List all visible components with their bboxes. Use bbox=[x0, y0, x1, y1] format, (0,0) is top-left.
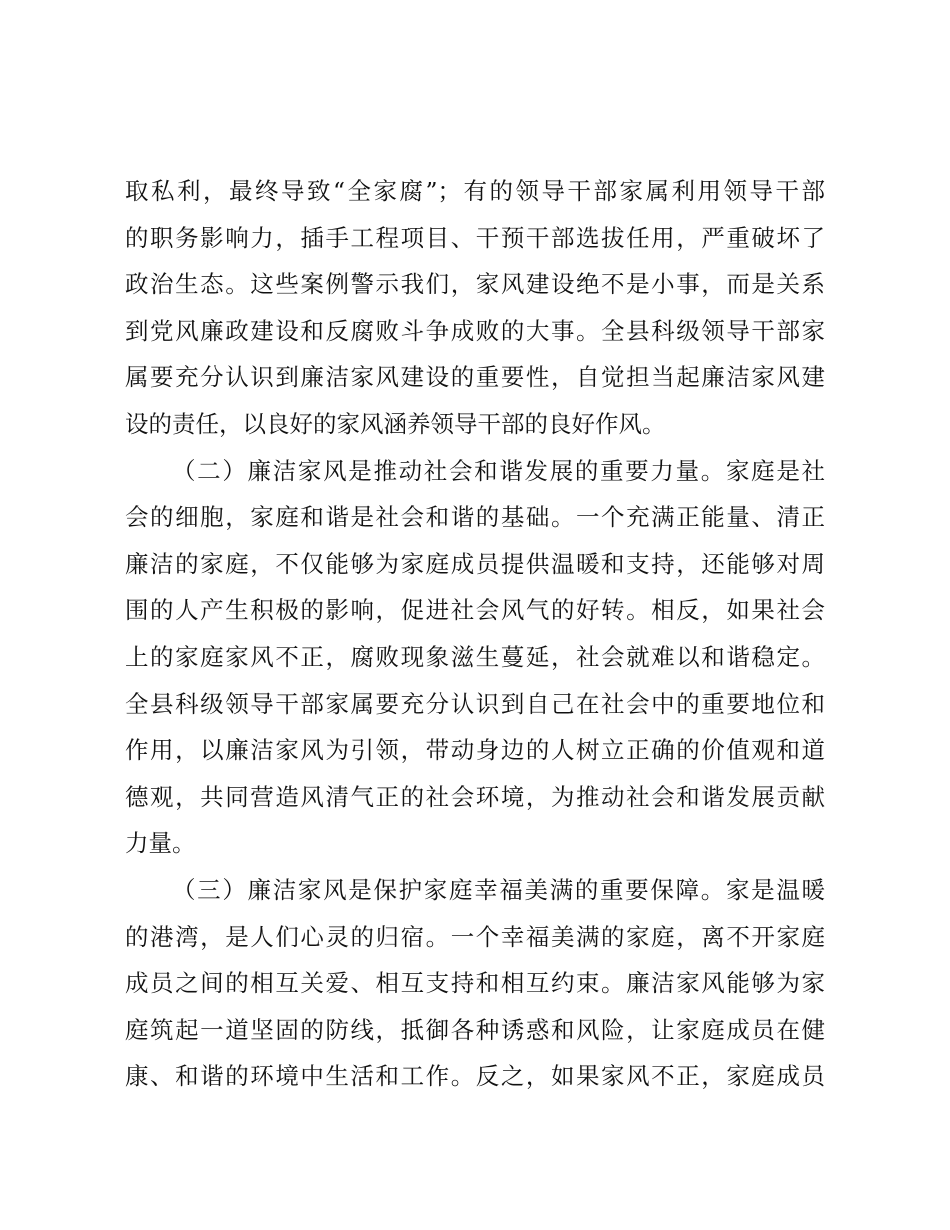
section-heading-line: （三）廉洁家风是保护家庭幸福美满的重要保障。家是温暖 bbox=[172, 875, 825, 904]
text-line: 成员之间的相互关爱、相互支持和相互约束。廉洁家风能够为家 bbox=[125, 969, 825, 998]
text-line: 全县科级领导干部家属要充分认识到自己在社会中的重要地位和 bbox=[125, 689, 825, 718]
text-line: 设的责任，以良好的家风涵养领导干部的良好作风。 bbox=[125, 409, 666, 438]
document-body bbox=[125, 168, 825, 1100]
text-line: 作用，以廉洁家风为引领，带动身边的人树立正确的价值观和道 bbox=[125, 736, 825, 765]
text-line: 围的人产生积极的影响，促进社会风气的好转。相反，如果社会 bbox=[125, 596, 825, 625]
text-line: 属要充分认识到廉洁家风建设的重要性，自觉担当起廉洁家风建 bbox=[125, 363, 825, 392]
text-line: 力量。 bbox=[125, 829, 196, 858]
text-line: 取私利，最终导致“全家腐”；有的领导干部家属利用领导干部 bbox=[125, 177, 825, 205]
text-line: 上的家庭家风不正，腐败现象滋生蔓延，社会就难以和谐稳定。 bbox=[125, 642, 825, 671]
text-line: 会的细胞，家庭和谐是社会和谐的基础。一个充满正能量、清正 bbox=[125, 503, 825, 532]
section-heading-line: （二）廉洁家风是推动社会和谐发展的重要力量。家庭是社 bbox=[172, 456, 825, 485]
text-line: 政治生态。这些案例警示我们，家风建设绝不是小事，而是关系 bbox=[125, 270, 825, 299]
text-line: 廉洁的家庭，不仅能够为家庭成员提供温暖和支持，还能够对周 bbox=[125, 549, 825, 578]
text-line: 康、和谐的环境中生活和工作。反之，如果家风不正，家庭成员 bbox=[125, 1062, 825, 1091]
text-line: 德观，共同营造风清气正的社会环境，为推动社会和谐发展贡献 bbox=[125, 782, 825, 811]
text-line: 的职务影响力，插手工程项目、干预干部选拔任用，严重破坏了 bbox=[125, 223, 825, 252]
text-line: 庭筑起一道坚固的防线，抵御各种诱惑和风险，让家庭成员在健 bbox=[125, 1015, 825, 1044]
text-line: 的港湾，是人们心灵的归宿。一个幸福美满的家庭，离不开家庭 bbox=[125, 922, 825, 951]
text-line: 到党风廉政建设和反腐败斗争成败的大事。全县科级领导干部家 bbox=[125, 316, 825, 345]
